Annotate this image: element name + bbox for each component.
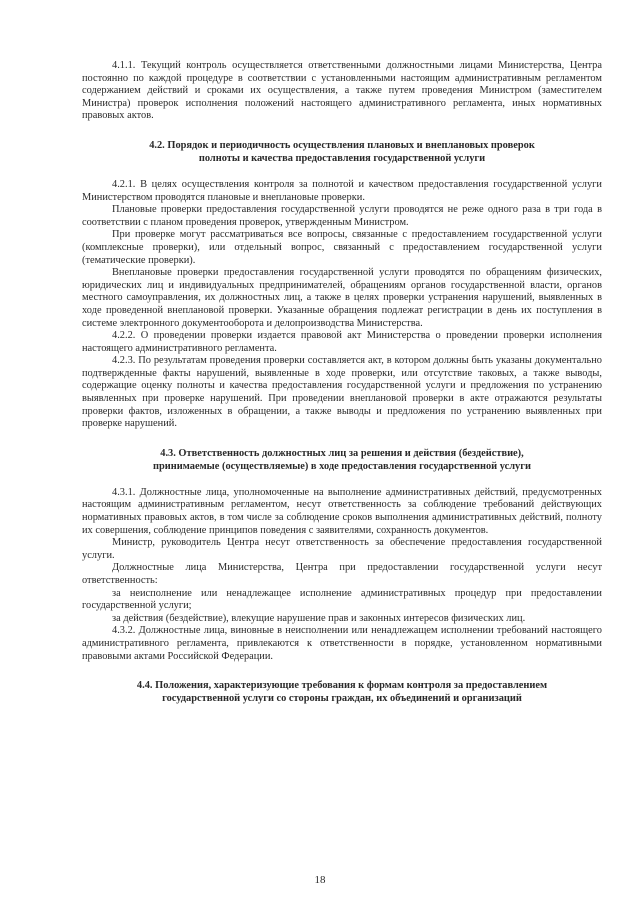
paragraph-responsibility-item-2: за действия (бездействие), влекущие нарушение прав и законных интересов физических лиц. xyxy=(112,612,526,624)
paragraph-4-3-1: 4.3.1. Должностные лица, уполномоченные на выполнение административных действий, предусмотренных настоящим административным регламентом, несут ответственность за соблюдение требований действующих нормативных правовых актов, в том числе за соблюдение сроков выполнения административных действий, полноту их совершения, соблюдение принципов поведения с заявителями, сохранность документов. xyxy=(82,486,602,536)
paragraph-minister-responsibility: Министр, руководитель Центра несут ответственность за обеспечение предоставления государственной услуги. xyxy=(82,537,602,561)
section-heading-4-2 xyxy=(82,139,602,165)
paragraph-responsibility-item-1: за неисполнение или ненадлежащее исполнение административных процедур при предоставлении государственной услуги; xyxy=(82,587,602,612)
paragraph-unplanned-inspections: Внеплановые проверки предоставления государственной услуги проводятся по обращениям физических, юридических лиц и индивидуальных предпринимателей, обращениям органов государственной власти, органов местного самоуправления, их должностных лиц, а также в целях проверки устранения нарушений, выявленных в ходе проведенной внеплановой проверки. Указанные обращения подлежат регистрации в день их поступления в системе электронного документооборота и делопроизводства Министерства. xyxy=(82,267,602,329)
section-heading-4-3-line2: принимаемые (осуществляемые) в ходе предоставления государственной услуги xyxy=(153,460,531,472)
paragraph-4-2-3: 4.2.3. По результатам проведения проверки составляется акт, в котором должны быть указаны документально подтвержденные факты нарушений, выявленные в ходе проверки, или отсутствие таковых, а также выводы, содержащие оценку полноты и качества предоставления государственной услуги и предложения по устранению выявленных при проверке нарушений. При проведении внеплановой проверки в акте отражаются результаты проверки фактов, изложенных в обращении, а также выводы и предложения по устранению выявленных при проверке нарушений. xyxy=(82,355,602,430)
section-heading-4-2-line1: 4.2. Порядок и периодичность осуществления плановых и внеплановых проверок xyxy=(149,139,535,151)
paragraph-inspection-scope: При проверке могут рассматриваться все вопросы, связанные с предоставлением государственной услуги (комплексные проверки), или отдельный вопрос, связанный с предоставлением государственной услуги (тематические проверки). xyxy=(82,229,602,266)
section-heading-4-3-line1: 4.3. Ответственность должностных лиц за решения и действия (бездействие), xyxy=(160,447,524,459)
page-number: 18 xyxy=(314,874,326,886)
section-heading-4-4-line1: 4.4. Положения, характеризующие требования к формам контроля за предоставлением xyxy=(136,680,548,692)
paragraph-4-2-2: 4.2.2. О проведении проверки издается правовой акт Министерства о проведении проверки исполнения настоящего административного регламента. xyxy=(82,330,602,354)
paragraph-4-1-1: 4.1.1. Текущий контроль осуществляется ответственными должностными лицами Министерства, Центра постоянно по каждой процедуре в соответствии с установленными настоящим административным регламентом содержанием действий и сроками их осуществления, а также путем проведения Министром (заместителем Министра) проверок исполнения положений настоящего административного регламента, иных нормативных правовых актов. xyxy=(82,60,602,122)
paragraph-officials-responsibility: Должностные лица Министерства, Центра при предоставлении государственной услуги несут ответственность: xyxy=(82,562,602,586)
paragraph-4-3-2: 4.3.2. Должностные лица, виновные в неисполнении или ненадлежащем исполнении требований настоящего административного регламента, привлекаются к ответственности в порядке, установленном нормативными правовыми актами Российской Федерации. xyxy=(82,625,602,662)
paragraph-4-2-1: 4.2.1. В целях осуществления контроля за полнотой и качеством предоставления государственной услуги Министерством проводятся плановые и внеплановые проверки. xyxy=(82,178,602,203)
section-heading-4-4-line2: государственной услуги со стороны граждан, их объединений и организаций xyxy=(162,693,522,705)
section-heading-4-4 xyxy=(82,679,602,705)
section-heading-4-2-line2: полноты и качества предоставления государственной услуги xyxy=(198,152,486,164)
section-heading-4-3 xyxy=(82,447,602,473)
paragraph-planned-inspections: Плановые проверки предоставления государственной услуги проводятся не реже одного раза в три года в соответствии с планом проведения проверок, утвержденным Министром. xyxy=(82,204,602,228)
